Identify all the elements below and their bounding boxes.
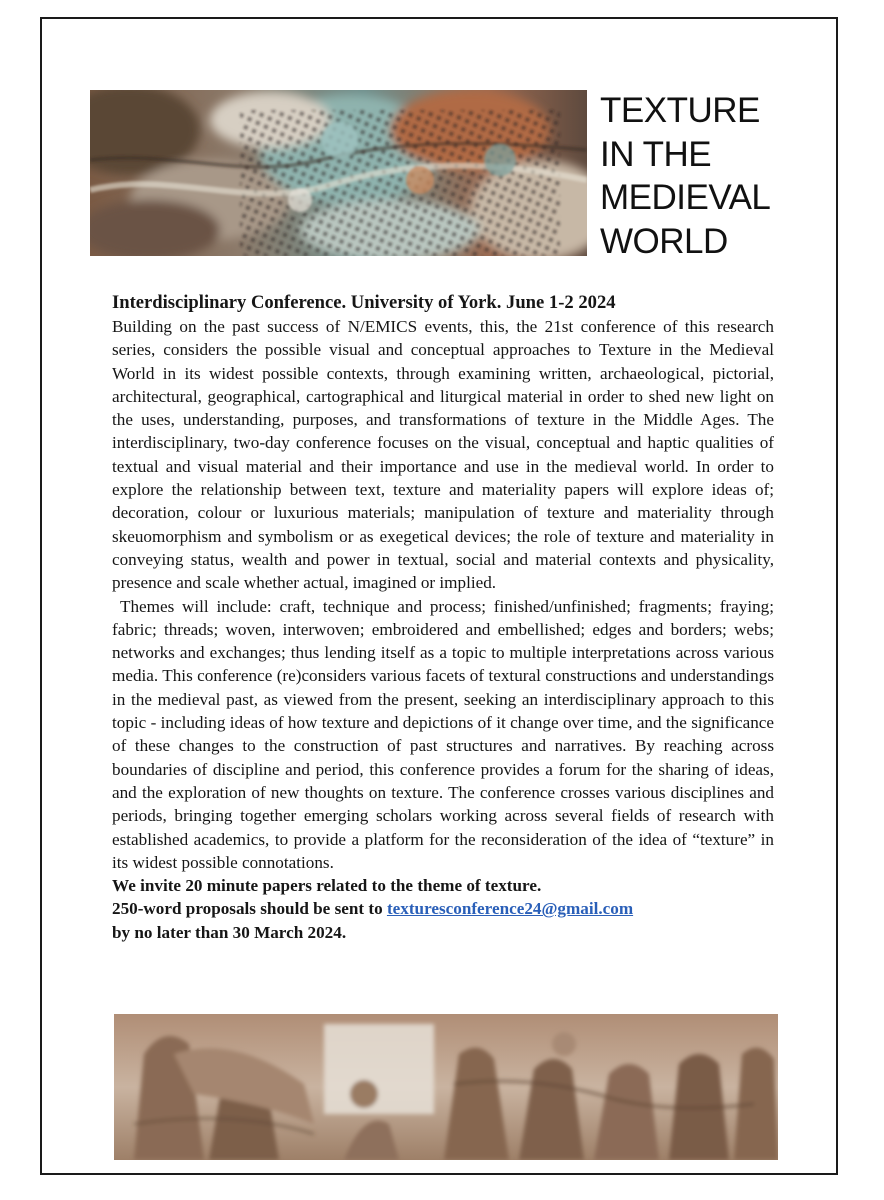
proposals-line — [112, 897, 774, 920]
title-line-1: TEXTURE — [600, 91, 760, 130]
call-for-papers-text — [112, 291, 774, 944]
textile-texture-photo — [90, 90, 587, 256]
poster-page — [40, 17, 838, 1175]
title-line-2: IN THE — [600, 134, 712, 174]
poster-title — [600, 89, 830, 263]
stone-relief-photo — [114, 1014, 778, 1160]
proposals-text: 250-word proposals should be sent to — [112, 899, 387, 919]
deadline-line: by no later than 30 March 2024. — [112, 922, 347, 942]
paragraph-themes: Themes will include: craft, technique and process; finished/unfinished; fragments; fraying; fabric; threads; woven, interwoven; embroidered and embellished; edges and borders; webs; networks and exchanges; thus lending itself as a topic to multiple interpretations across various media. This conference (re)considers various facets of textural constructions and understandings in the medieval past, as viewed from the present, seeking an interdisciplinary approach to this topic - including ideas of how texture and depictions of it change over time, and the significance of these changes to the construction of past structures and narratives. By reaching across boundaries of discipline and period, this conference provides a forum for the sharing of ideas, and the exploration of new thoughts on texture. The conference crosses various disciplines and periods, bringing together emerging scholars working across several fields of research with established academics, to provide a platform for the reconsideration of the idea of “texture” in its widest possible connotations. — [112, 596, 774, 872]
invite-line: We invite 20 minute papers related to the theme of texture. — [112, 876, 542, 896]
paragraph-intro: Building on the past success of N/EMICS events, this, the 21st conference of this research series, considers the possible visual and conceptual approaches to Texture in the Medieval World in its widest possible contexts, through examining written, archaeological, pictorial, architectural, geographical, cartographical and liturgical material in order to shed new light on the uses, understanding, purposes, and transformations of texture in the Middle Ages. The interdisciplinary, two-day conference focuses on the visual, conceptual and haptic qualities of textual and visual material and their importance and use in the medieval world. In order to explore the relationship between text, texture and materiality papers will explore ideas of; decoration, colour or luxurious materials; manipulation of texture and materiality through skeuomorphism and symbolism or as exegetical devices; the role of texture and materiality in conveying status, wealth and power in textual, social and material contexts and physicality, presence and scale whether actual, imagined or implied. — [112, 317, 774, 593]
title-line-3: MEDIEVAL — [600, 178, 771, 217]
title-line-4: WORLD — [600, 221, 728, 261]
email-link[interactable]: texturesconference24@gmail.com — [386, 899, 634, 919]
conference-heading: Interdisciplinary Conference. University of York. June 1-2 2024 — [112, 292, 616, 313]
